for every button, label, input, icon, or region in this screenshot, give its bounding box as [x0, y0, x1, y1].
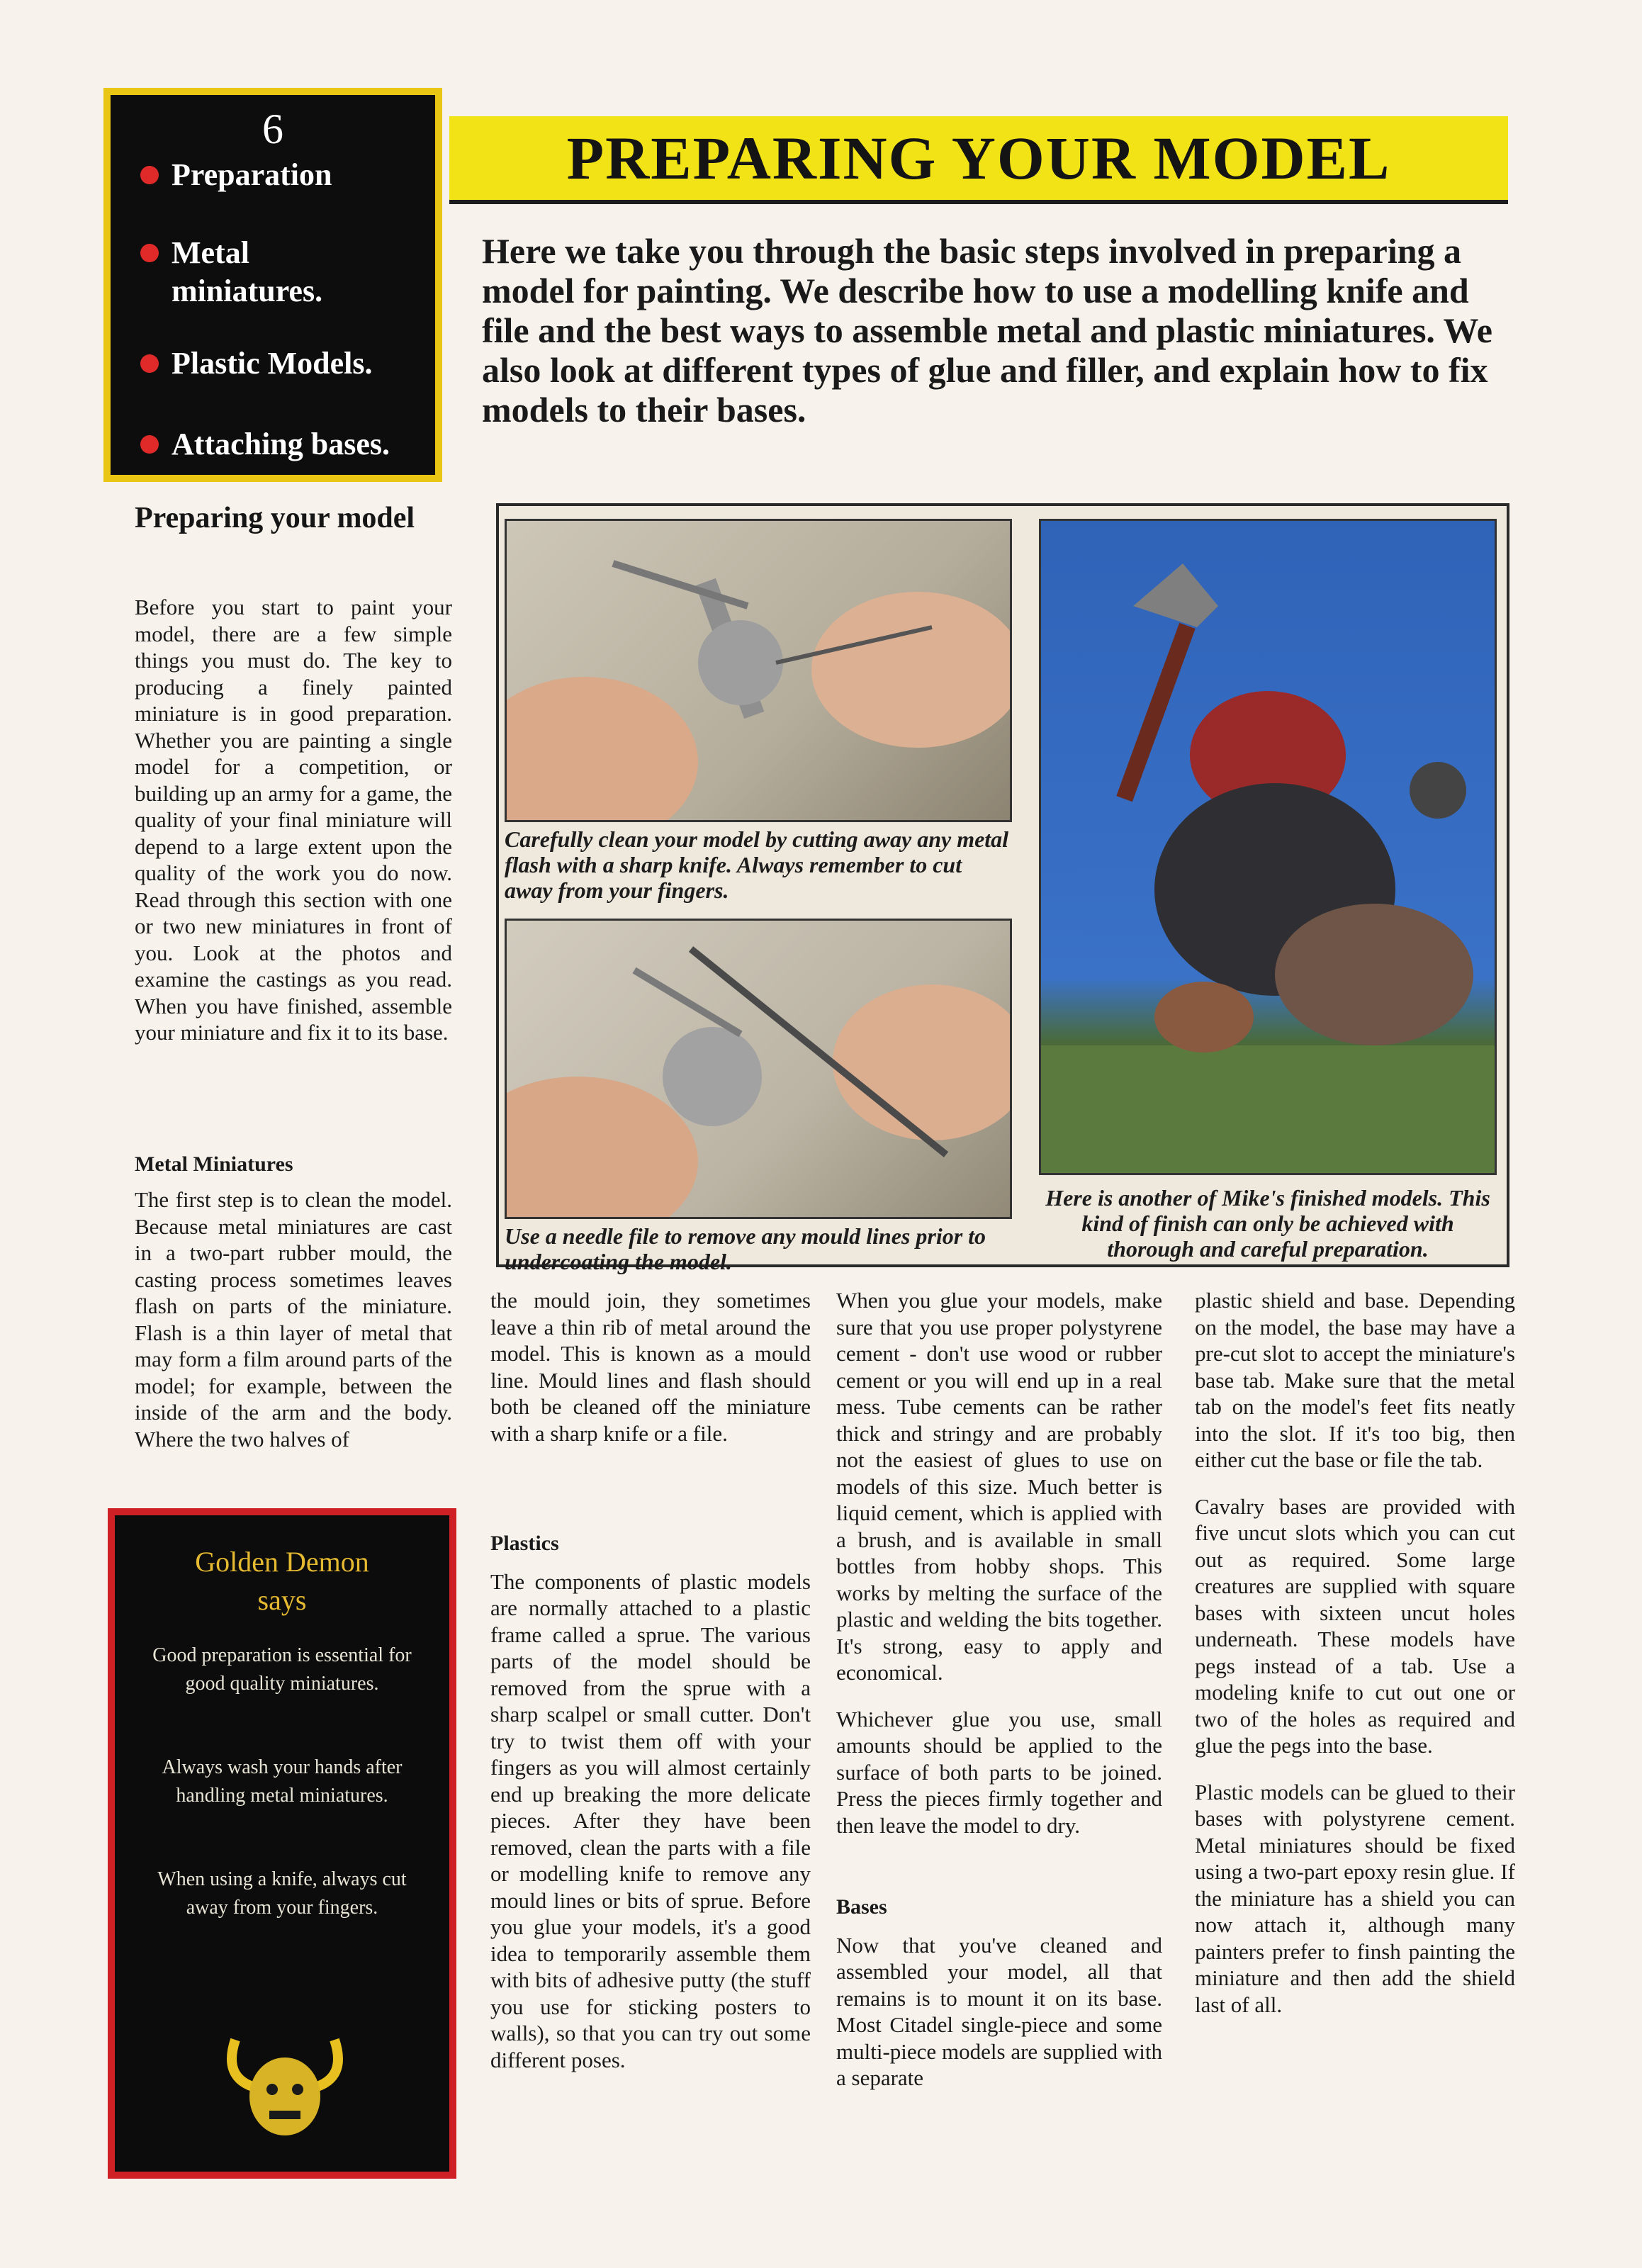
golden-demon-logo-icon [214, 2011, 356, 2153]
column-1 [490, 1287, 811, 2093]
col2-paragraph-1: When you glue your models, make sure that you use proper polystyrene cement - don't use wood or rubber cement or you will end up in a real mess. Tube cements can be rather thick and stringy and are probably not the easiest of glues to use on models of this size. Much better is liquid cement, which is applied with a brush, and is available in small bottles from hobby shops. This works by melting the surface of the plastic and welding the bits together. It's strong, easy to apply and economical. [836, 1288, 1162, 1685]
photo-knife-cleaning [505, 519, 1012, 822]
title-bar [449, 116, 1508, 204]
demon-tip-1: Good preparation is essential for good quality miniatures. [152, 1644, 412, 1695]
chapter-number: 6 [262, 106, 283, 152]
red-bullet-icon [140, 244, 159, 262]
red-bullet-icon [140, 435, 159, 454]
toc-item-preparation: Preparation [140, 156, 421, 194]
section-heading-plastics: Plastics [490, 1532, 559, 1555]
photo-caption-file: Use a needle file to remove any mould lines prior to undercoating the model. [505, 1223, 986, 1274]
toc-item-attaching-bases: Attaching bases. [140, 425, 421, 464]
photo-caption-knife: Carefully clean your model by cutting away any metal flash with a sharp knife. Always remember to cut away from your fingers. [505, 826, 1009, 903]
col3-paragraph-2: Cavalry bases are provided with five uncut slots which you can cut out as required. Some large creatures are supplied with square bases with sixteen uncut holes underneath. These models have pegs instead of a tab. Use a modeling knife to cut out one or two of the holes as required and glue the pegs into the base. [1195, 1493, 1515, 1758]
page-title: PREPARING YOUR MODEL [566, 124, 1391, 192]
sidebar-metal-paragraph: The first step is to clean the model. Because metal miniatures are cast in a two-part rubber mould, the casting process sometimes leaves flash on parts of the miniature. Flash is a thin layer of metal that may form a film around parts of the model; for example, between the inside of the arm and the body. Where the two halves of [135, 1187, 452, 1452]
col3-paragraph-1: plastic shield and base. Depending on the model, the base may have a pre-cut slot to accept the miniature's base tab. Make sure that the metal tab on the model's feet fits neatly into the slot. If it's too big, then either cut the base or file the tab. [1195, 1288, 1515, 1472]
col1-paragraph-2: The components of plastic models are normally attached to a plastic frame called a sprue. The various parts of the model should be removed from the sprue with a sharp scalpel or small cutter. Don't try to twist them off with your fingers as you will almost certainly end up breaking the more delicate pieces. After they have been removed, clean the parts with a file or modelling knife to remove any mould lines or bits of sprue. Before you glue your models, it's a good idea to temporarily assemble them with bits of adhesive putty (the stuff you use for sticking posters to walls), so that you can try out some different poses. [490, 1568, 811, 2072]
col2-paragraph-3: Now that you've cleaned and assembled your model, all that remains is to mount it on its base. Most Citadel single-piece and some multi-piece models are supplied with a separate [836, 1932, 1162, 2090]
section-heading-preparing: Preparing your model [135, 502, 415, 534]
section-heading-bases: Bases [836, 1895, 887, 1919]
column-3 [1195, 1287, 1515, 2038]
toc-item-plastic-models: Plastic Models. [140, 344, 421, 383]
golden-demon-title: Golden Demon [195, 1546, 369, 1578]
col3-paragraph-3: Plastic models can be glued to their bases with polystyrene cement. Metal miniatures should be fixed using a two-part epoxy resin glue. If the miniature has a shield you can now attach it, although many painters prefer to finsh painting the miniature and then add the shield last of all. [1195, 1779, 1515, 2017]
col1-paragraph-1: the mould join, they sometimes leave a thin rib of metal around the model. This is known as a mould line. Mould lines and flash should both be cleaned off the miniature with a sharp knife or a file. [490, 1288, 811, 1446]
photo-caption-finished: Here is another of Mike's finished models. This kind of finish can only be achieved with thorough and careful preparation. [1045, 1185, 1490, 1262]
demon-tip-3: When using a knife, always cut away from your fingers. [157, 1868, 407, 1919]
column-2 [836, 1287, 1162, 2111]
golden-demon-box [108, 1508, 456, 2179]
red-bullet-icon [140, 166, 159, 184]
photo-finished-model [1039, 519, 1497, 1175]
demon-tip-2: Always wash your hands after handling metal miniatures. [162, 1756, 403, 1807]
toc-item-metal-miniatures: Metal miniatures. [140, 234, 384, 310]
intro-text: Here we take you through the basic steps involved in preparing a model for painting. We describe how to use a modelling knife and file and the best ways to assemble metal and plastic miniatures. We also look at different types of glue and filler, and explain how to fix models to their bases. [482, 231, 1492, 430]
photo-frame [496, 503, 1509, 1274]
section-heading-metal-miniatures: Metal Miniatures [135, 1152, 293, 1176]
photo-needle-file [505, 919, 1012, 1219]
red-bullet-icon [140, 354, 159, 373]
chapter-box [103, 88, 442, 482]
sidebar-intro-paragraph: Before you start to paint your model, there are a few simple things you must do. The key to producing a finely painted miniature is in good preparation. Whether you are painting a single model for a competition, or building up an army for a game, the quality of your final miniature will depend to a large extent upon the quality of the work you do now. Read through this section with one or two new miniatures in front of you. Look at the photos and examine the castings as you read. When you have finished, assemble your miniature and fix it to its base. [135, 595, 452, 1045]
col2-paragraph-2: Whichever glue you use, small amounts should be applied to the surface of both parts to be joined. Press the pieces firmly together and then leave the model to dry. [836, 1706, 1162, 1838]
golden-demon-subtitle: says [257, 1584, 307, 1616]
